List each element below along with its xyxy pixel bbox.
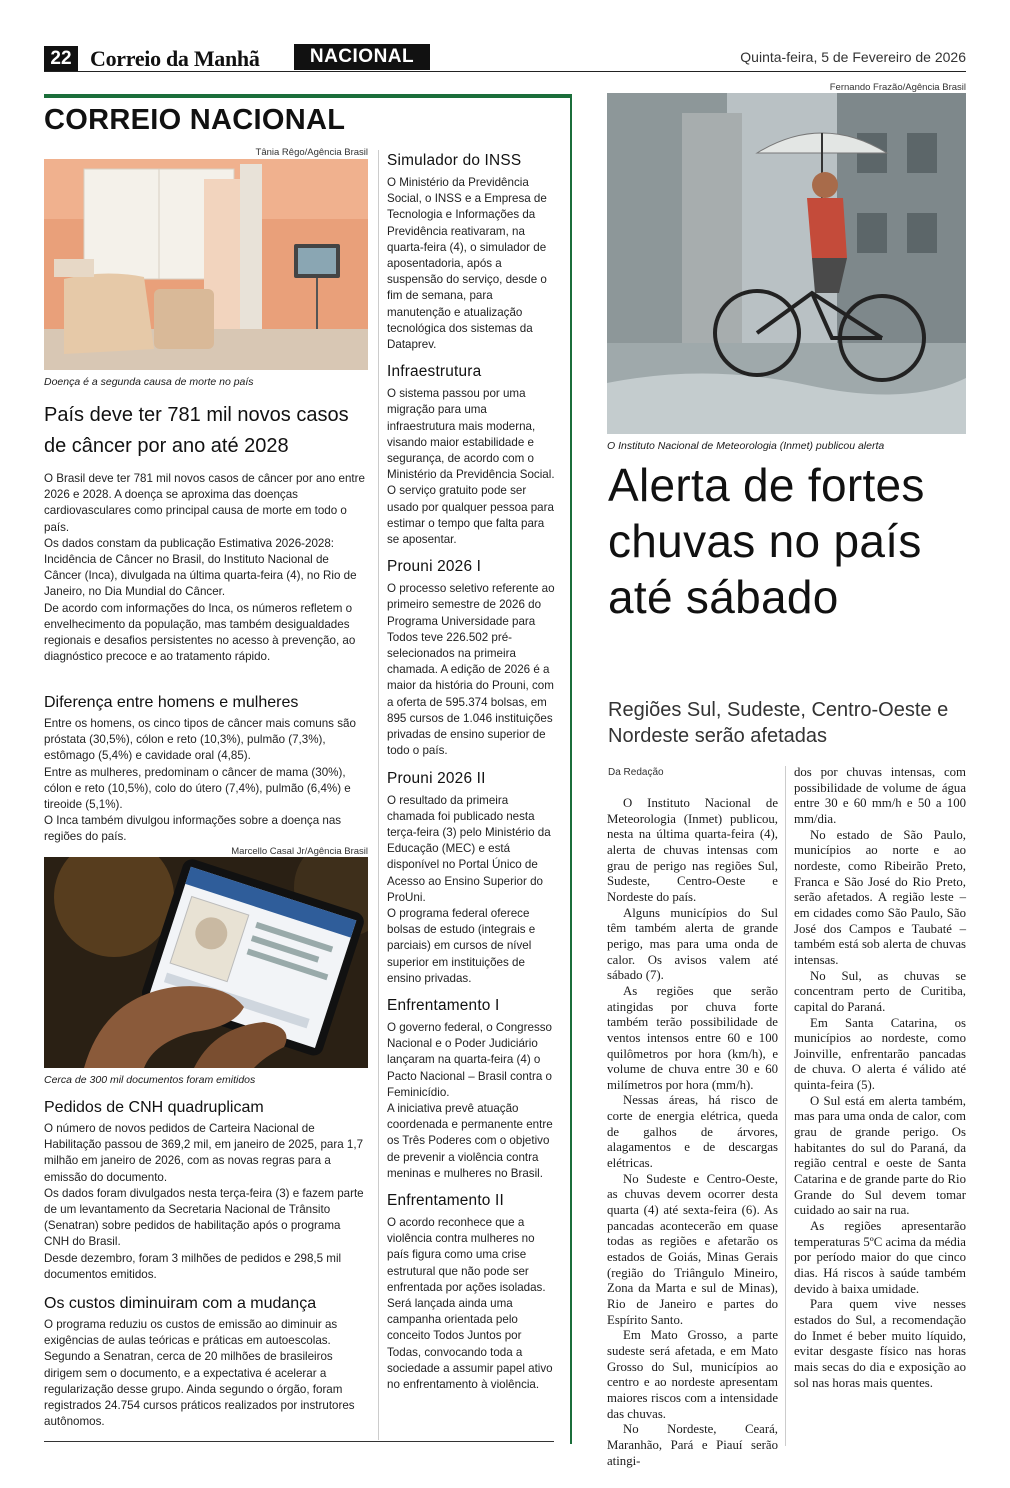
paragraph: O programa federal oferece bolsas de estudo (integrais e parciais) em cursos de nível superior em instituições de ensino privadas. xyxy=(387,906,536,985)
paragraph: O serviço gratuito pode ser usado por qualquer pessoa para estimar o tempo que falta para se aposentar. xyxy=(387,484,554,547)
photo-credit: Tânia Rêgo/Agência Brasil xyxy=(255,147,368,158)
paragraph: O resultado da primeira chamada foi publicado nesta terça-feira (3) pelo Ministério da Educação (MEC) e está disponível no Portal Único de Acesso ao Ensino Superior do ProUni. xyxy=(387,793,551,904)
paragraph: O Sul está em alerta também, mas para uma onda de calor, com grau de grande perigo. Os habitantes do sul do Paraná, da região central e oeste de Santa Catarina e de grande parte do Rio Grande do Sul devem tomar cuidado ao sair na rua. xyxy=(794,1093,966,1218)
paragraph: Em Mato Grosso, a parte sudeste será afetada, e em Mato Grosso do Sul, municípios ao centro e ao nordeste apresentam maiores riscos com a intensidade das chuvas. xyxy=(607,1328,778,1421)
brief-item xyxy=(387,1192,557,1393)
paragraph: O governo federal, o Congresso Nacional e o Poder Judiciário lançaram na quarta-feira (4) o Pacto Nacional – Brasil contra o Feminicídio. xyxy=(387,1020,552,1099)
paragraph: O Instituto Nacional de Meteorologia (Inmet) publicou, nesta na última quarta-feira (4), alerta de chuvas intensas com grau de perigo nas regiões Sul, Sudeste, Centro-Oeste e Nordeste do país. xyxy=(607,796,778,904)
paragraph: Desde dezembro, foram 3 milhões de pedidos e 298,5 mil documentos emitidos. xyxy=(44,1251,342,1281)
cyclist-rain-photo xyxy=(607,93,966,434)
paragraph: Entre as mulheres, predominam o câncer de mama (30%), cólon e reto (10,5%), colo do útero (7,4%), pulmão (6,4%) e tireoide (5,1%). xyxy=(44,765,351,812)
paragraph: As regiões apresentarão temperaturas 5ºC acima da média por período maior do que cinco dias. Há riscos à saúde também devido à baixa umidade. xyxy=(794,1219,966,1296)
section-bottom-rule xyxy=(44,1441,554,1442)
masthead-logo: Correio da Manhã xyxy=(90,46,260,71)
hospital-room-photo xyxy=(44,159,368,370)
paragraph: De acordo com informações do Inca, os números refletem o envelhecimento da população, mas também desigualdades regionais e desafios persistentes no acesso à prevenção, ao diagnóstico precoce e ao tratamento rápido. xyxy=(44,601,356,664)
paragraph: Os dados constam da publicação Estimativa 2026-2028: Incidência de Câncer no Brasil, do Instituto Nacional de Câncer (Inca), divulgada na última quarta-feira (4), no Rio de Janeiro, no Dia Mundial do Câncer. xyxy=(44,536,357,599)
paragraph: A iniciativa prevê atuação coordenada e permanente entre os Três Poderes com o objetivo de prevenir a violência contra meninas e mulheres no Brasil. xyxy=(387,1101,553,1180)
paragraph: Em Santa Catarina, os municípios ao nordeste, como Joinville, enfrentarão pancadas de chuva. O alerta é válido até quinta-feira (5). xyxy=(794,1015,966,1093)
paragraph: Para quem vive nesses estados do Sul, a recomendação do Inmet é beber muito líquido, evitar desgaste físico nas horas mais secas do dia e exposição ao sol nas horas mais quentes. xyxy=(794,1297,966,1390)
section-side-rule xyxy=(570,94,572,1444)
brief-title: Prouni 2026 II xyxy=(387,769,486,787)
paragraph: O Ministério da Previdência Social, o INSS e a Empresa de Tecnologia e Informações da Previdência reativaram, na quarta-feira (4), o simulador de aposentadoria, após a suspensão do serviço, desde o fim de semana, para manutenção e atualização tecnológica dos sistemas da Dataprev. xyxy=(387,176,547,352)
byline: Da Redação xyxy=(608,767,664,778)
brief-item xyxy=(387,558,557,759)
page-header xyxy=(44,44,966,74)
issue-date: Quinta-feira, 5 de Fevereiro de 2026 xyxy=(740,49,966,65)
paragraph: O Brasil deve ter 781 mil novos casos de câncer por ano entre 2026 e 2028. A doença se aproxima das doenças cardiovasculares como principal causa de morte em todo o país. xyxy=(44,472,365,534)
main-headline: Alerta de fortes chuvas no país até sábado xyxy=(608,459,925,623)
paragraph: No Nordeste, Ceará, Maranhão, Pará e Piauí serão atingi- xyxy=(607,1422,778,1468)
column-divider-right xyxy=(785,766,786,1446)
section-top-rule xyxy=(44,94,572,98)
photo-caption: Doença é a segunda causa de morte no país xyxy=(44,376,254,388)
paragraph: Alguns municípios do Sul têm também alerta de grande perigo, mas para uma onda de calor. Os avisos valem até sábado (7). xyxy=(607,905,778,983)
brief-title: Infraestrutura xyxy=(387,363,482,381)
paragraph: O número de novos pedidos de Carteira Nacional de Habilitação passou de 369,2 mil, em janeiro de 2025, para 1,7 milhão em janeiro de 2026, com as novas regras para a emissão do documento. xyxy=(44,1122,364,1184)
paragraph: No Sul, as chuvas se concentram perto de Curitiba, capital do Paraná. xyxy=(794,968,966,1014)
article-body xyxy=(44,716,368,846)
brief-item xyxy=(387,363,557,548)
paragraph: Entre os homens, os cinco tipos de câncer mais comuns são próstata (30,5%), cólon e reto (10,3%), pulmão (7,3%), estômago (5,4%) e cavidade oral (4,85). xyxy=(44,717,356,763)
paragraph: dos por chuvas intensas, com possibilidade de volume de água entre 30 e 60 mm/h e 50 a 100 mm/dia. xyxy=(794,765,966,826)
phone-app-photo xyxy=(44,857,368,1068)
article-body xyxy=(44,1317,368,1430)
section-label: NACIONAL xyxy=(294,44,430,70)
article-subhead: Os custos diminuiram com a mudança xyxy=(44,1295,317,1312)
photo-caption: Cerca de 300 mil documentos foram emitidos xyxy=(44,1074,256,1086)
article-column xyxy=(794,765,966,1391)
paragraph: O processo seletivo referente ao primeiro semestre de 2026 do Programa Universidade para Todos teve 226.502 pré-selecionados na primeira chamada. A edição de 2026 é a maior da história do Prouni, com a oferta de 595.374 bolsas, em 895 cursos de 1.046 instituições privadas de ensino superior de todo o país. xyxy=(387,582,555,758)
header-rule xyxy=(44,71,966,72)
paragraph: Os dados foram divulgados nesta terça-feira (3) e fazem parte de um levantamento da Secretaria Nacional de Trânsito (Senatran) sobre pedidos de habilitação após o programa CNH do Brasil. xyxy=(44,1186,364,1249)
briefs-column xyxy=(387,152,557,1403)
article-body xyxy=(44,1121,368,1283)
paragraph: No Sudeste e Centro-Oeste, as chuvas devem ocorrer desta quarta (4) até sexta-feira (6). As pancadas acontecerão em quase todas as regiões e afetarão os estados de Goiás, Minas Gerais (região do Triângulo Mineiro, Zona da Marta e sul de Minas), Rio de Janeiro e partes do Espírito Santo. xyxy=(607,1171,778,1327)
paragraph: O Inca também divulgou informações sobre a doença nas regiões do país. xyxy=(44,814,342,844)
column-divider xyxy=(378,150,379,1440)
article-body xyxy=(44,471,368,665)
brief-title: Enfrentamento I xyxy=(387,996,500,1014)
paragraph: Nessas áreas, há risco de corte de energia elétrica, queda de galhos de árvores, alagamentos e de descargas elétricas. xyxy=(607,1093,778,1171)
photo-credit: Marcello Casal Jr/Agência Brasil xyxy=(231,846,368,857)
article-column xyxy=(607,796,778,1469)
article-subhead: Pedidos de CNH quadruplicam xyxy=(44,1099,264,1116)
brief-item xyxy=(387,152,557,353)
article-headline: País deve ter 781 mil novos casos de câncer por ano até 2028 xyxy=(44,404,349,457)
paragraph: As regiões que serão atingidas por chuva forte também terão possibilidade de ventos intensos entre 60 e 100 quilômetros por hora (km/h), e volume de chuva entre 30 e 60 milímetros por hora (mm/h). xyxy=(607,983,778,1092)
brief-title: Prouni 2026 I xyxy=(387,558,482,576)
paragraph: No estado de São Paulo, municípios ao norte e ao nordeste, como Ribeirão Preto, Franca e São José do Rio Preto, serão afetados. A região leste – em cidades como São Paulo, São José dos Campos e Taubaté – também está sob alerta de chuvas intensas. xyxy=(794,827,966,967)
paragraph: O sistema passou por uma migração para uma infraestrutura mais moderna, visando maior estabilidade e segurança, de acordo com o Ministério da Previdência Social. xyxy=(387,387,555,482)
main-subtitle: Regiões Sul, Sudeste, Centro-Oeste e Nordeste serão afetadas xyxy=(608,699,949,747)
paragraph: O programa reduziu os custos de emissão ao diminuir as exigências de aulas teóricas e práticas em autoescolas. Segundo a Senatran, cerca de 20 milhões de brasileiros dirigem sem o documento, e a expectativa é acelerar a regularização desse grupo. Ainda segundo o órgão, foram registrados 24.754 cursos práticos realizados por instrutores autônomos. xyxy=(44,1318,355,1429)
page-number: 22 xyxy=(44,46,78,72)
brief-item xyxy=(387,997,557,1182)
brief-title: Simulador do INSS xyxy=(387,152,522,169)
photo-caption: O Instituto Nacional de Meteorologia (Inmet) publicou alerta xyxy=(607,440,885,452)
paragraph: O acordo reconhece que a violência contra mulheres no país figura como uma crise estrutural que não pode ser enfrentada por ações isoladas. Será lançada ainda uma campanha orientada pelo conceito Todos Juntos por Todas, convocando toda a sociedade a assumir papel ativo no enfrentamento à violência. xyxy=(387,1215,553,1391)
brief-item xyxy=(387,770,557,987)
brief-title: Enfrentamento II xyxy=(387,1191,504,1209)
photo-credit: Fernando Frazão/Agência Brasil xyxy=(829,82,966,93)
section-kicker: CORREIO NACIONAL xyxy=(44,104,346,136)
article-subhead: Diferença entre homens e mulheres xyxy=(44,694,299,711)
